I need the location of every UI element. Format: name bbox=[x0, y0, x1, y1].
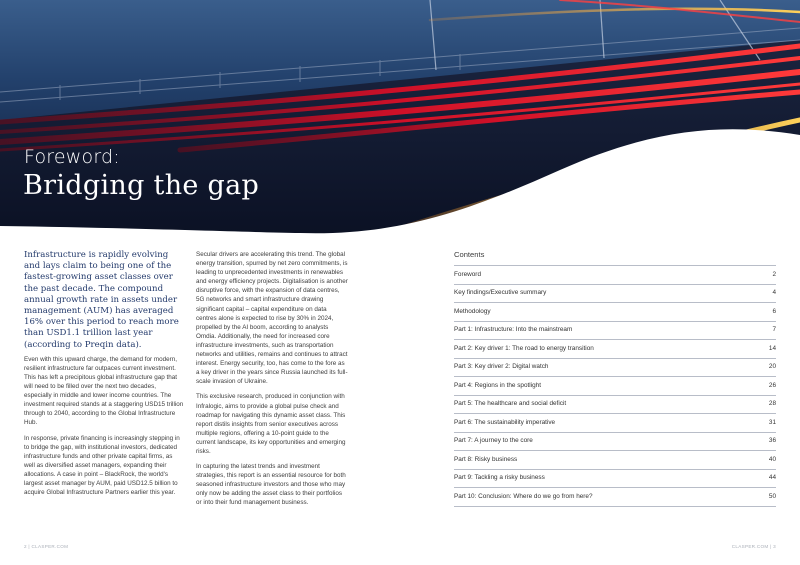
footer-left: 2 | CLASPER.COM bbox=[24, 544, 69, 549]
hero-banner bbox=[0, 0, 800, 235]
contents-item-label: Part 3: Key driver 2: Digital watch bbox=[454, 363, 549, 371]
contents-item-part-6[interactable] bbox=[454, 413, 776, 432]
contents-item-label: Part 2: Key driver 1: The road to energy transition bbox=[454, 344, 594, 352]
contents-item-page: 7 bbox=[772, 326, 776, 334]
contents-item-foreword[interactable] bbox=[454, 265, 776, 284]
foreword-column-1 bbox=[24, 250, 184, 503]
contents-item-page: 31 bbox=[768, 418, 776, 426]
contents-item-label: Part 7: A journey to the core bbox=[454, 437, 533, 445]
contents-heading: Contents bbox=[454, 250, 485, 259]
contents-item-part-7[interactable] bbox=[454, 432, 776, 451]
body-paragraph: In response, private financing is increasingly stepping in to bridge the gap, with institutional investors, dedicated infrastructure funds and other private capital firms, as well as diversified asset managers, expanding their allocations. A case in point – BlackRock, the world's largest asset manager by AUM, paid USD12.5 billion to acquire Global Infrastructure Partners earlier this year. bbox=[24, 434, 180, 497]
contents-item-label: Part 5: The healthcare and social deficit bbox=[454, 400, 567, 408]
contents-item-part-2[interactable] bbox=[454, 339, 776, 358]
contents-item-page: 4 bbox=[772, 289, 776, 297]
body-paragraph: Even with this upward charge, the demand for modern, resilient infrastructure far outpaces current investment. This has left a precipitous global infrastructure gap that will need to be filled over the next two decades, especially in middle and lower income countries. The investment required stands at a staggering USD15 trillion through to 2040, according to the Global Infrastructure Hub. bbox=[24, 355, 184, 427]
hero-kicker: Foreword: bbox=[24, 146, 120, 168]
contents-item-page: 6 bbox=[772, 307, 776, 315]
contents-item-part-9[interactable] bbox=[454, 469, 776, 488]
table-of-contents bbox=[454, 250, 776, 507]
contents-item-label: Part 8: Risky business bbox=[454, 455, 518, 463]
contents-item-part-3[interactable] bbox=[454, 358, 776, 377]
contents-item-page: 28 bbox=[768, 400, 776, 408]
contents-item-page: 14 bbox=[768, 344, 776, 352]
foreword-column-2 bbox=[196, 250, 348, 514]
contents-item-page: 40 bbox=[768, 455, 776, 463]
contents-item-label: Key findings/Executive summary bbox=[454, 289, 547, 297]
body-paragraph: This exclusive research, produced in conjunction with Infralogic, aims to provide a global pulse check and roadmap for navigating this dynamic asset class. This report distils insights from senior executives across multiple regions, offering a 10-point guide to the current landscape, its key opportunities and emerging risks. bbox=[196, 393, 346, 455]
contents-item-key-findings[interactable] bbox=[454, 284, 776, 303]
contents-item-part-8[interactable] bbox=[454, 450, 776, 469]
contents-item-part-4[interactable] bbox=[454, 376, 776, 395]
contents-item-label: Methodology bbox=[454, 307, 491, 315]
contents-item-label: Part 6: The sustainability imperative bbox=[454, 418, 556, 426]
body-paragraph: In capturing the latest trends and investment strategies, this report is an essential resource for both seasoned infrastructure investors and those who may only now be adding the asset class to their portfolios or into their fund management business. bbox=[196, 463, 346, 507]
contents-item-page: 50 bbox=[768, 492, 776, 500]
contents-item-page: 44 bbox=[768, 474, 776, 482]
contents-item-label: Part 1: Infrastructure: Into the mainstream bbox=[454, 326, 573, 334]
contents-item-part-10[interactable] bbox=[454, 487, 776, 507]
contents-item-part-5[interactable] bbox=[454, 395, 776, 414]
contents-item-label: Part 9: Tackling a risky business bbox=[454, 474, 545, 482]
contents-item-label: Part 4: Regions in the spotlight bbox=[454, 381, 542, 389]
contents-item-page: 2 bbox=[772, 270, 776, 278]
contents-item-label: Part 10: Conclusion: Where do we go from here? bbox=[454, 492, 593, 500]
contents-item-page: 20 bbox=[768, 363, 776, 371]
contents-item-label: Foreword bbox=[454, 270, 481, 278]
footer-right: CLASPER.COM | 3 bbox=[731, 544, 776, 549]
contents-item-part-1[interactable] bbox=[454, 321, 776, 340]
body-paragraph: Secular drivers are accelerating this trend. The global energy transition, spurred by net zero commitments, is leading to unprecedented investments in renewables and energy efficiency projects. Digitalisation is another disruptive force, with the expansion of data centres, 5G networks and smart infrastructure drawing significant capital – capital expenditure on data centres alone is expected to rise by 30% in 2024, propelled by the AI boom, according to analysts Omdia. Additionally, the need for increased core infrastructure investments, such as transportation networks and utilities, remains and continues to attract interest. Energy security, too, has come to the fore as a key driver in the years since Russia launched its full-scale invasion of Ukraine. bbox=[196, 251, 348, 386]
page-title: Bridging the gap bbox=[23, 170, 260, 201]
contents-item-page: 36 bbox=[768, 437, 776, 445]
contents-list bbox=[454, 265, 776, 507]
contents-item-methodology[interactable] bbox=[454, 302, 776, 321]
contents-item-page: 26 bbox=[768, 381, 776, 389]
lead-paragraph: Infrastructure is rapidly evolving and lays claim to being one of the fastest-growing asset classes over the past decade. The compound annual growth rate in assets under management (AUM) has averaged 16% over this period to reach more than USD1.1 trillion last year (according to Preqin data). bbox=[24, 250, 179, 350]
